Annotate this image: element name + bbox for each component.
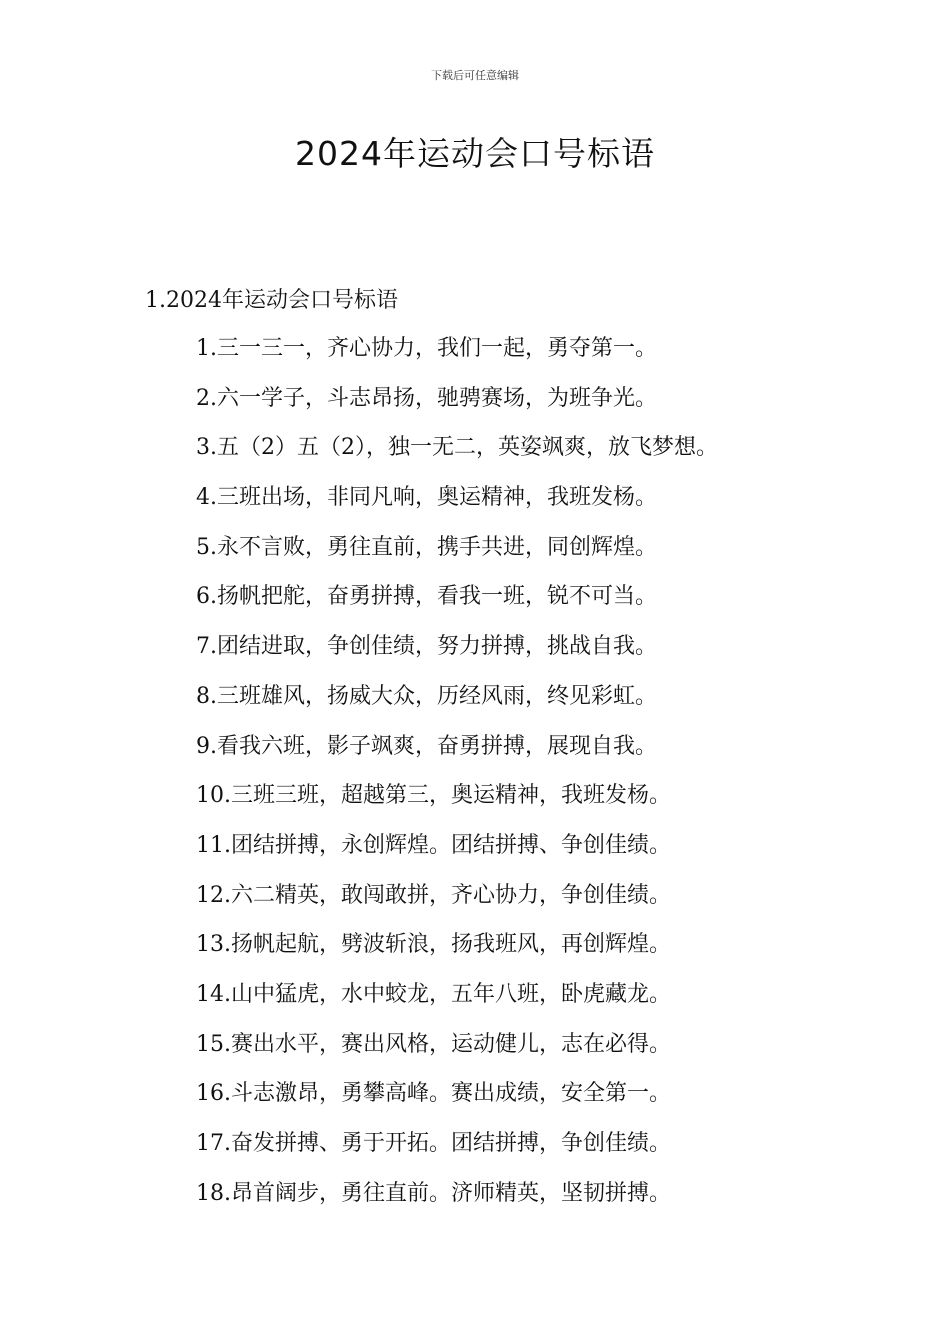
- slogan-item: 2.六一学子，斗志昂扬，驰骋赛场，为班争光。: [196, 385, 657, 411]
- slogan-item: 4.三班出场，非同凡响，奥运精神，我班发杨。: [196, 485, 657, 511]
- slogan-item: 15.赛出水平，赛出风格，运动健儿，志在必得。: [196, 1031, 671, 1057]
- slogan-item: 1.三一三一，齐心协力，我们一起，勇夺第一。: [196, 336, 657, 361]
- slogan-item: 8.三班雄风，扬威大众，历经风雨，终见彩虹。: [196, 683, 657, 709]
- slogan-item: 7.团结进取，争创佳绩，努力拼搏，挑战自我。: [196, 634, 657, 660]
- slogan-item: 18.昂首阔步，勇往直前。济师精英，坚韧拼搏。: [196, 1180, 671, 1206]
- slogan-item: 12.六二精英，敢闯敢拼，齐心协力，争创佳绩。: [196, 882, 671, 908]
- header-note: 下载后可任意编辑: [431, 69, 519, 82]
- slogan-item: 9.看我六班，影子飒爽，奋勇拼搏，展现自我。: [196, 733, 657, 759]
- slogan-item: 11.团结拼搏，永创辉煌。团结拼搏、争创佳绩。: [196, 832, 671, 858]
- slogan-list: [196, 332, 718, 1226]
- page-title: 2024年运动会口号标语: [295, 134, 655, 173]
- slogan-item: 3.五（2）五（2），独一无二，英姿飒爽，放飞梦想。: [196, 435, 718, 461]
- slogan-item: 10.三班三班，超越第三，奥运精神，我班发杨。: [196, 783, 671, 809]
- slogan-item: 5.永不言败，勇往直前，携手共进，同创辉煌。: [196, 534, 657, 560]
- slogan-item: 14.山中猛虎，水中蛟龙，五年八班，卧虎藏龙。: [196, 981, 671, 1007]
- section-heading: 1.2024年运动会口号标语: [145, 288, 398, 313]
- slogan-item: 17.奋发拼搏、勇于开拓。团结拼搏，争创佳绩。: [196, 1131, 671, 1156]
- slogan-item: 13.扬帆起航，劈波斩浪，扬我班风，再创辉煌。: [196, 932, 671, 958]
- slogan-item: 16.斗志激昂，勇攀高峰。赛出成绩，安全第一。: [196, 1081, 671, 1107]
- slogan-item: 6.扬帆把舵，奋勇拼搏，看我一班，锐不可当。: [196, 584, 657, 610]
